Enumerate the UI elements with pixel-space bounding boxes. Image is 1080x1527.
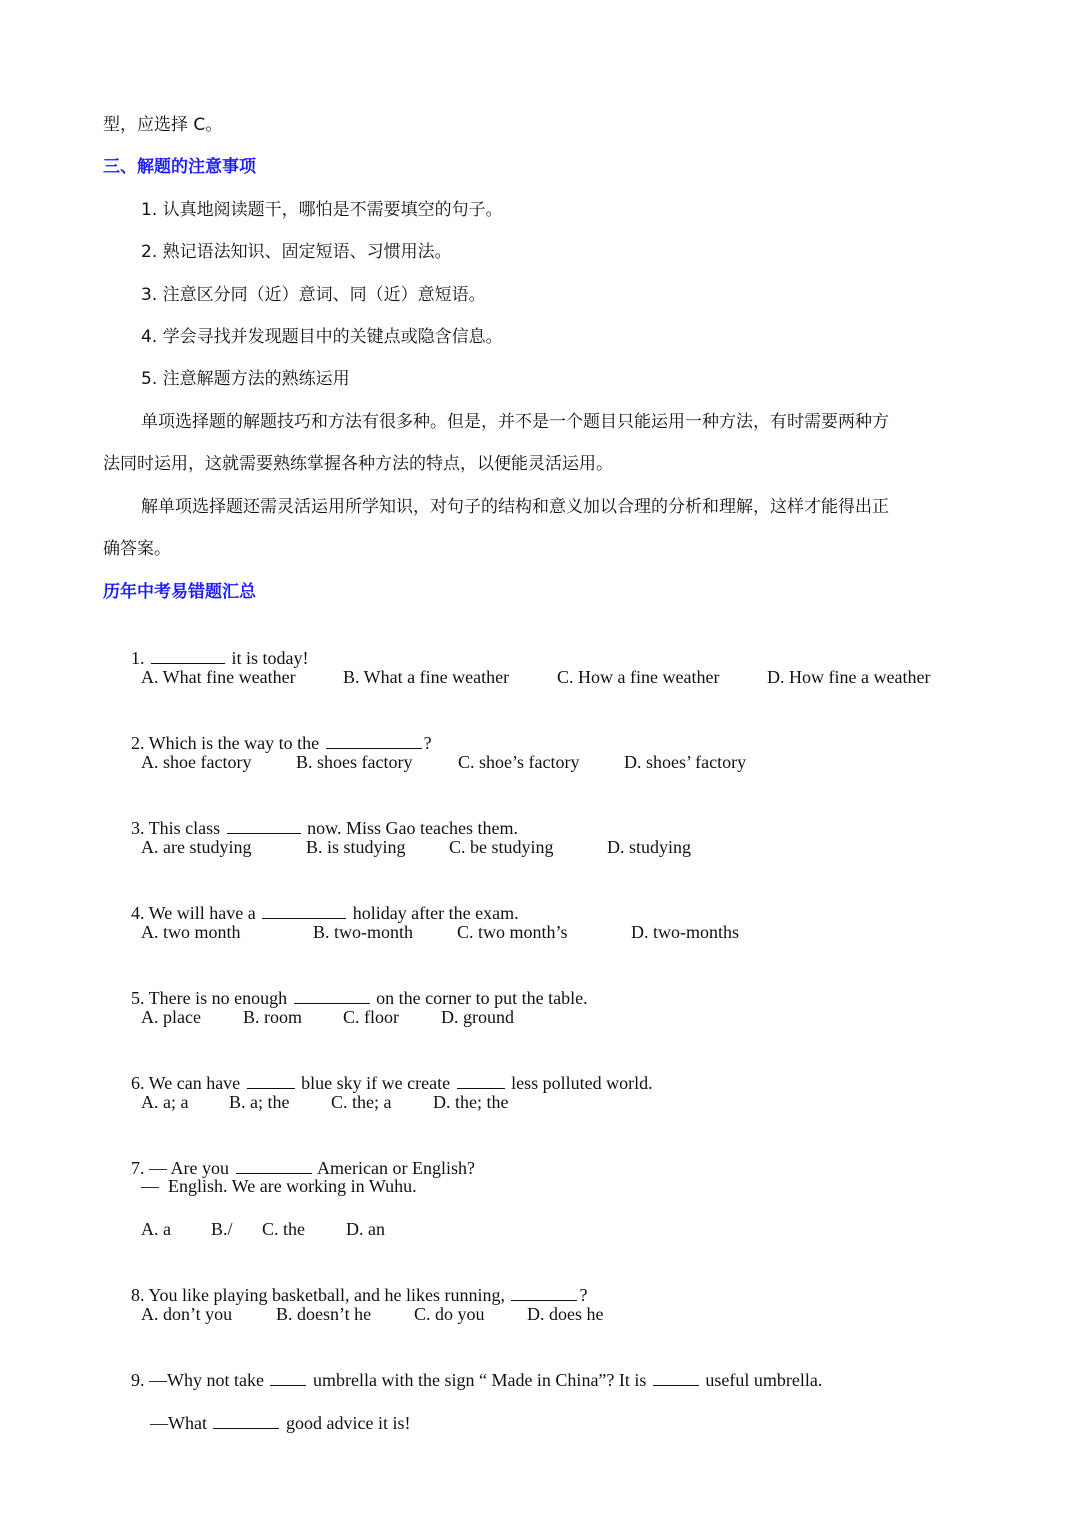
question-text: 2. Which is the way to the <box>131 733 324 753</box>
question-3 <box>122 792 518 840</box>
question-text: holiday after the exam. <box>348 903 519 923</box>
option[interactable]: A. are studying <box>141 837 252 857</box>
question-text: good advice it is! <box>281 1413 411 1433</box>
option[interactable]: B. doesn’t he <box>276 1304 372 1324</box>
paragraph-1-line-1: 单项选择题的解题技巧和方法有很多种。但是，并不是一个题目只能运用一种方法，有时需要两种方 <box>141 412 889 432</box>
answer-blank[interactable] <box>270 1369 306 1386</box>
question-text: 8. You like playing basketball, and he likes running, <box>131 1285 510 1305</box>
option[interactable]: C. shoe’s factory <box>458 752 580 772</box>
answer-blank[interactable] <box>653 1369 699 1386</box>
paragraph-2-line-1: 解单项选择题还需灵活运用所学知识，对句子的结构和意义加以合理的分析和理解，这样才能得出正 <box>141 497 889 517</box>
option[interactable]: D. studying <box>607 837 692 857</box>
note-item-1: 1. 认真地阅读题干，哪怕是不需要填空的句子。 <box>141 200 503 220</box>
note-item-5: 5. 注意解题方法的熟练运用 <box>141 369 350 389</box>
question-text: ? <box>423 733 432 753</box>
option[interactable]: D. ground <box>441 1007 514 1027</box>
question-6 <box>122 1047 653 1095</box>
question-7 <box>122 1132 475 1180</box>
answer-blank[interactable] <box>262 902 346 919</box>
question-text: less polluted world. <box>506 1073 653 1093</box>
answer-blank[interactable] <box>511 1284 577 1301</box>
option[interactable]: B. room <box>243 1007 303 1027</box>
question-text: 6. We can have <box>131 1073 245 1093</box>
option[interactable]: D. does he <box>527 1304 604 1324</box>
question-text: 5. There is no enough <box>131 988 292 1008</box>
question-text: now. Miss Gao teaches them. <box>302 818 518 838</box>
option[interactable]: B./ <box>211 1219 233 1239</box>
question-text: American or English? <box>313 1158 475 1178</box>
option[interactable]: B. What a fine weather <box>343 667 510 687</box>
answer-blank[interactable] <box>227 817 301 834</box>
answer-blank[interactable] <box>326 732 422 749</box>
note-item-2: 2. 熟记语法知识、固定短语、习惯用法。 <box>141 242 452 262</box>
answer-blank[interactable] <box>247 1072 295 1089</box>
question-text: 7. — Are you <box>131 1158 234 1178</box>
answer-blank[interactable] <box>213 1412 279 1429</box>
question-4 <box>122 877 519 925</box>
option[interactable]: A. What fine weather <box>141 667 296 687</box>
question-text: 3. This class <box>131 818 225 838</box>
question-7-reply: — English. We are working in Wuhu. <box>141 1176 417 1196</box>
paragraph-2-line-2: 确答案。 <box>103 539 171 559</box>
section-heading-errors: 历年中考易错题汇总 <box>103 582 256 602</box>
option[interactable]: D. two-months <box>631 922 739 942</box>
question-5 <box>122 962 588 1010</box>
section-heading-notes: 三、解题的注意事项 <box>103 157 256 177</box>
option[interactable]: A. place <box>141 1007 201 1027</box>
option[interactable]: C. the; a <box>331 1092 392 1112</box>
question-8 <box>122 1259 587 1307</box>
question-text: ? <box>579 1285 588 1305</box>
note-item-4: 4. 学会寻找并发现题目中的关键点或隐含信息。 <box>141 327 503 347</box>
question-2 <box>122 707 432 755</box>
option[interactable]: A. a <box>141 1219 171 1239</box>
option[interactable]: C. be studying <box>449 837 554 857</box>
option[interactable]: B. a; the <box>229 1092 290 1112</box>
option[interactable]: C. do you <box>414 1304 485 1324</box>
question-text: —What <box>150 1413 212 1433</box>
option[interactable]: B. is studying <box>306 837 406 857</box>
question-text: 4. We will have a <box>131 903 261 923</box>
question-text: 1. <box>131 648 149 668</box>
answer-blank[interactable] <box>236 1157 312 1174</box>
option[interactable]: B. two-month <box>313 922 414 942</box>
note-item-3: 3. 注意区分同（近）意词、同（近）意短语。 <box>141 285 486 305</box>
question-text: umbrella with the sign “ Made in China”? It is <box>308 1370 651 1390</box>
answer-blank[interactable] <box>294 987 370 1004</box>
question-text: on the corner to put the table. <box>371 988 588 1008</box>
option[interactable]: A. shoe factory <box>141 752 252 772</box>
question-text: 9. —Why not take <box>131 1370 269 1390</box>
question-1 <box>122 622 309 670</box>
question-9 <box>122 1344 822 1392</box>
option[interactable]: A. don’t you <box>141 1304 233 1324</box>
option[interactable]: C. How a fine weather <box>557 667 720 687</box>
answer-blank[interactable] <box>457 1072 505 1089</box>
question-text: blue sky if we create <box>296 1073 455 1093</box>
question-text: useful umbrella. <box>700 1370 823 1390</box>
option[interactable]: C. the <box>262 1219 305 1239</box>
option[interactable]: A. two month <box>141 922 241 942</box>
option[interactable]: B. shoes factory <box>296 752 413 772</box>
option[interactable]: A. a; a <box>141 1092 189 1112</box>
paragraph-1-line-2: 法同时运用，这就需要熟练掌握各种方法的特点，以便能灵活运用。 <box>103 454 613 474</box>
option[interactable]: D. How fine a weather <box>767 667 931 687</box>
answer-blank[interactable] <box>151 647 225 664</box>
option[interactable]: D. the; the <box>433 1092 509 1112</box>
option[interactable]: D. an <box>346 1219 385 1239</box>
option[interactable]: C. two month’s <box>457 922 568 942</box>
option[interactable]: C. floor <box>343 1007 399 1027</box>
question-text: it is today! <box>227 648 309 668</box>
option[interactable]: D. shoes’ factory <box>624 752 747 772</box>
question-9-reply <box>141 1387 410 1435</box>
intro-tail: 型，应选择 C。 <box>103 115 223 135</box>
